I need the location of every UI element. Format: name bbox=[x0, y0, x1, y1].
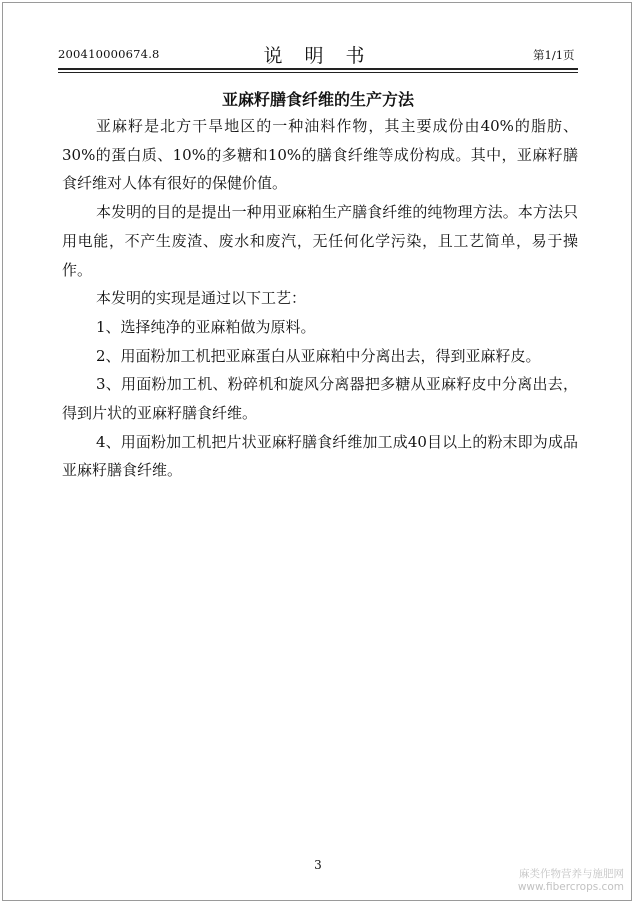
document-body bbox=[62, 112, 578, 485]
paragraph-intro: 亚麻籽是北方干旱地区的一种油料作物，其主要成份由40%的脂肪、30%的蛋白质、10%的多糖和10%的膳食纤维等成份构成。其中，亚麻籽膳食纤维对人体有很好的保健价值。 bbox=[62, 117, 578, 193]
header-rule-thick bbox=[58, 68, 578, 70]
paragraph-step-3: 3、用面粉加工机、粉碎机和旋风分离器把多糖从亚麻籽皮中分离出去，得到片状的亚麻籽膳食纤维。 bbox=[62, 375, 578, 423]
watermark-url: www.fibercrops.com bbox=[517, 881, 624, 893]
document-header bbox=[0, 0, 636, 70]
paragraph-purpose: 本发明的目的是提出一种用亚麻粕生产膳食纤维的纯物理方法。本方法只用电能，不产生废渣、废水和废汽，无任何化学污染，且工艺简单，易于操作。 bbox=[62, 203, 578, 279]
header-rule-thin bbox=[58, 72, 578, 73]
paragraph-step-2: 2、用面粉加工机把亚麻蛋白从亚麻粕中分离出去，得到亚麻籽皮。 bbox=[96, 346, 541, 365]
watermark bbox=[518, 868, 624, 894]
application-number: 200410000674.8 bbox=[58, 47, 160, 61]
paragraph-step-1: 1、选择纯净的亚麻粕做为原料。 bbox=[96, 317, 316, 336]
page-indicator: 第1/1页 bbox=[533, 48, 575, 62]
paragraph-process-intro: 本发明的实现是通过以下工艺： bbox=[96, 289, 307, 308]
page-number: 3 bbox=[314, 858, 322, 872]
watermark-site-name: 麻类作物营养与施肥网 bbox=[519, 868, 624, 880]
section-title: 说 明 书 bbox=[263, 45, 373, 67]
document-title: 亚麻籽膳食纤维的生产方法 bbox=[221, 90, 414, 109]
paragraph-step-4: 4、用面粉加工机把片状亚麻籽膳食纤维加工成40目以上的粉末即为成品亚麻籽膳食纤维。 bbox=[62, 432, 578, 480]
